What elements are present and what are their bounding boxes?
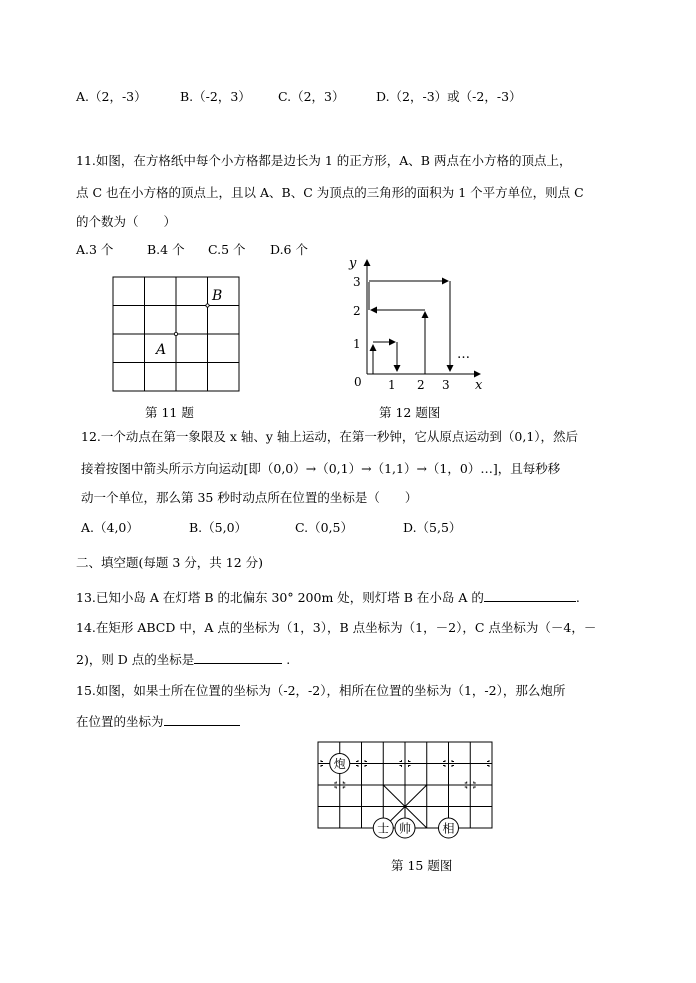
q15-chessboard-figure <box>314 739 496 845</box>
piece-shi <box>373 818 393 838</box>
q10-option-c: C.（2，3） <box>278 89 345 104</box>
q11-option-d: D.6 个 <box>270 242 308 257</box>
piece-shuai <box>395 818 415 838</box>
q11-option-b: B.4 个 <box>147 242 185 257</box>
q12-x-tick-1: 1 <box>388 378 396 392</box>
q13-text-body: 13.已知小岛 A 在灯塔 B 的北偏东 30° 200m 处，则灯塔 B 在小岛 A 的 <box>76 590 484 605</box>
q12-figure-caption: 第 12 题图 <box>379 405 441 420</box>
q11-text-line2: 点 C 也在小方格的顶点上，且以 A、B、C 为顶点的三角形的面积为 1 个平方单位，则点 C <box>76 185 584 200</box>
piece-pao-label: 炮 <box>333 757 346 771</box>
q14-answer-blank[interactable] <box>194 651 282 664</box>
q12-origin-label: 0 <box>354 375 362 389</box>
q12-option-d: D.（5,5） <box>403 520 462 535</box>
q15-text-line1: 15.如图，如果士所在位置的坐标为（-2，-2），相所在位置的坐标为（1，-2），那么炮所 <box>76 683 566 698</box>
piece-xiang-label: 相 <box>442 821 455 836</box>
q14-text-end: . <box>286 652 291 667</box>
q12-y-tick-1: 1 <box>353 337 361 351</box>
q14-text-body: 2)，则 D 点的坐标是 <box>76 652 195 667</box>
q15-text-body: 在位置的坐标为 <box>76 714 164 729</box>
q12-y-axis-label: y <box>349 256 357 271</box>
q11-text-line3: 的个数为（ ） <box>76 214 177 229</box>
q15-figure-caption: 第 15 题图 <box>391 858 453 873</box>
q10-option-a: A.（2，-3） <box>76 89 147 104</box>
q14-text-line1: 14.在矩形 ABCD 中，A 点的坐标为（1，3），B 点坐标为（1，－2），C 点坐标为（－4，－ <box>76 620 597 635</box>
q12-x-axis-label: x <box>475 378 483 393</box>
q10-option-d: D.（2，-3）或（-2，-3） <box>376 89 522 104</box>
q12-text-line1: 12.一个动点在第一象限及 x 轴、y 轴上运动，在第一秒钟，它从原点运动到（0,1），然后 <box>81 429 579 444</box>
q12-option-c: C.（0,5） <box>295 520 353 535</box>
q11-grid-figure <box>108 272 244 396</box>
q12-option-a: A.（4,0） <box>81 520 139 535</box>
q12-ellipsis: … <box>457 347 470 362</box>
q12-text-line3: 动一个单位，那么第 35 秒时动点所在位置的坐标是（ ） <box>81 490 418 505</box>
q12-path-figure <box>340 252 490 394</box>
piece-xiang <box>439 818 459 838</box>
q15-answer-blank[interactable] <box>164 713 240 726</box>
q12-x-tick-3: 3 <box>442 378 450 392</box>
piece-shuai-label: 帅 <box>398 821 412 836</box>
q11-point-b-label: B <box>212 288 223 304</box>
q13-answer-blank[interactable] <box>484 589 576 602</box>
piece-shi-label: 士 <box>377 821 390 836</box>
q12-x-tick-2: 2 <box>417 378 425 392</box>
q12-y-tick-3: 3 <box>353 275 361 289</box>
q14-text-line2 <box>76 651 290 668</box>
section-heading: 二、填空题(每题 3 分，共 12 分) <box>76 555 264 570</box>
q11-option-a: A.3 个 <box>76 242 114 257</box>
q13-text-end: . <box>575 590 580 605</box>
q12-option-b: B.（5,0） <box>189 520 248 535</box>
q12-y-tick-2: 2 <box>353 304 361 318</box>
piece-pao <box>330 754 350 774</box>
q11-option-c: C.5 个 <box>208 242 246 257</box>
q11-figure-caption: 第 11 题 <box>145 405 194 420</box>
q11-point-a-label: A <box>156 342 167 358</box>
q13-text <box>76 589 580 606</box>
q12-text-line2: 接着按图中箭头所示方向运动[即（0,0）→（0,1）→（1,1）→（1，0）…]，且每秒移 <box>81 461 561 476</box>
q10-option-b: B.（-2，3） <box>180 89 251 104</box>
q15-text-line2 <box>76 713 240 730</box>
q11-text-line1: 11.如图，在方格纸中每个小方格都是边长为 1 的正方形，A、B 两点在小方格的顶点上， <box>76 153 572 168</box>
